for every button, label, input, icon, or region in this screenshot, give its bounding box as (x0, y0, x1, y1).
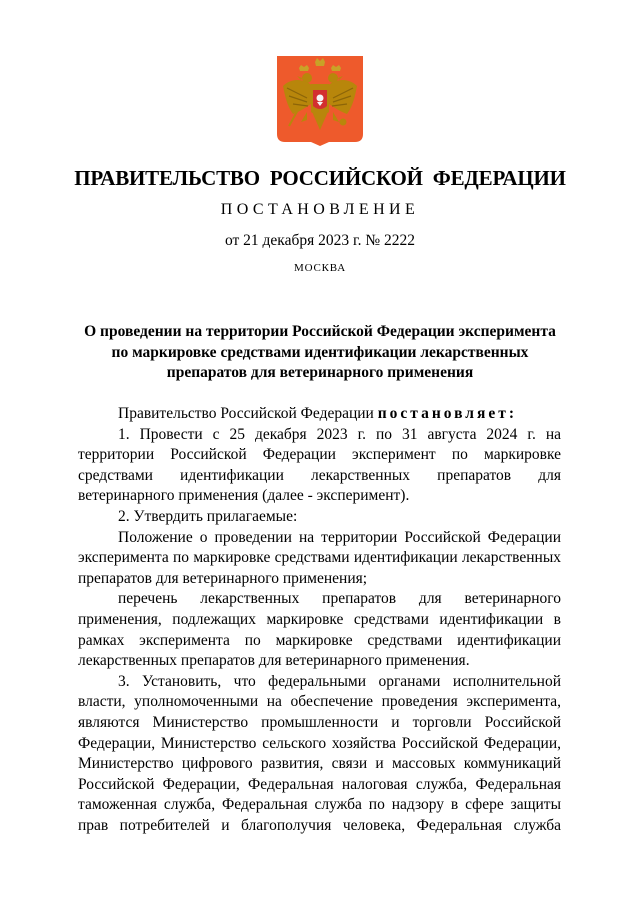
paragraph-1: 1. Провести с 25 декабря 2023 г. по 31 августа 2024 г. на территории Российской Федерации эксперимент по маркировке средствами идентификации лекарственных препаратов для ветеринарного применения (далее - эксперимент). (78, 425, 561, 505)
document-date-number: от 21 декабря 2023 г. № 2222 (224, 232, 416, 249)
intro-text: Правительство Российской Федерации (118, 405, 378, 422)
document-city: МОСКВА (294, 262, 346, 274)
title-line: по маркировке средствами идентификации лекарственных (111, 343, 529, 361)
paragraph-3: 3. Установить, что федеральными органами исполнительной власти, уполномоченными на обеспечение проведения эксперимента, являются Министерство промышленности и торговли Российской Федерации, Министерство сельского хозяйства Российской Федерации, Министерство цифрового развития, связи и массовых коммуникаций Российской Федерации, Федеральная налоговая служба, Федеральная таможенная служба, Федеральная служба по надзору в сфере защиты прав потребителей и благополучия человека, Федеральная служба (78, 672, 561, 834)
intro-paragraph (78, 404, 561, 425)
coat-of-arms-icon (277, 56, 363, 146)
paragraph-2a: Положение о проведении на территории Российской Федерации эксперимента по маркировке средствами идентификации лекарственных препаратов для ветеринарного применения; (78, 528, 561, 587)
paragraph-2: 2. Утвердить прилагаемые: (118, 507, 298, 525)
decree-word: постановляет: (377, 405, 518, 422)
document-body (78, 404, 561, 836)
title-line: препаратов для ветеринарного применения (166, 364, 474, 381)
document-title (80, 322, 560, 384)
paragraph-2b: перечень лекарственных препаратов для ветеринарного применения, подлежащих маркировке средствами идентификации в рамках эксперимента по маркировке средствами идентификации лекарственных препаратов для ветеринарного применения. (78, 590, 561, 670)
document-type: ПОСТАНОВЛЕНИЕ (220, 201, 420, 218)
title-line: О проведении на территории Российской Федерации эксперимента (84, 323, 556, 340)
government-name: ПРАВИТЕЛЬСТВО РОССИЙСКОЙ ФЕДЕРАЦИИ (74, 166, 566, 190)
